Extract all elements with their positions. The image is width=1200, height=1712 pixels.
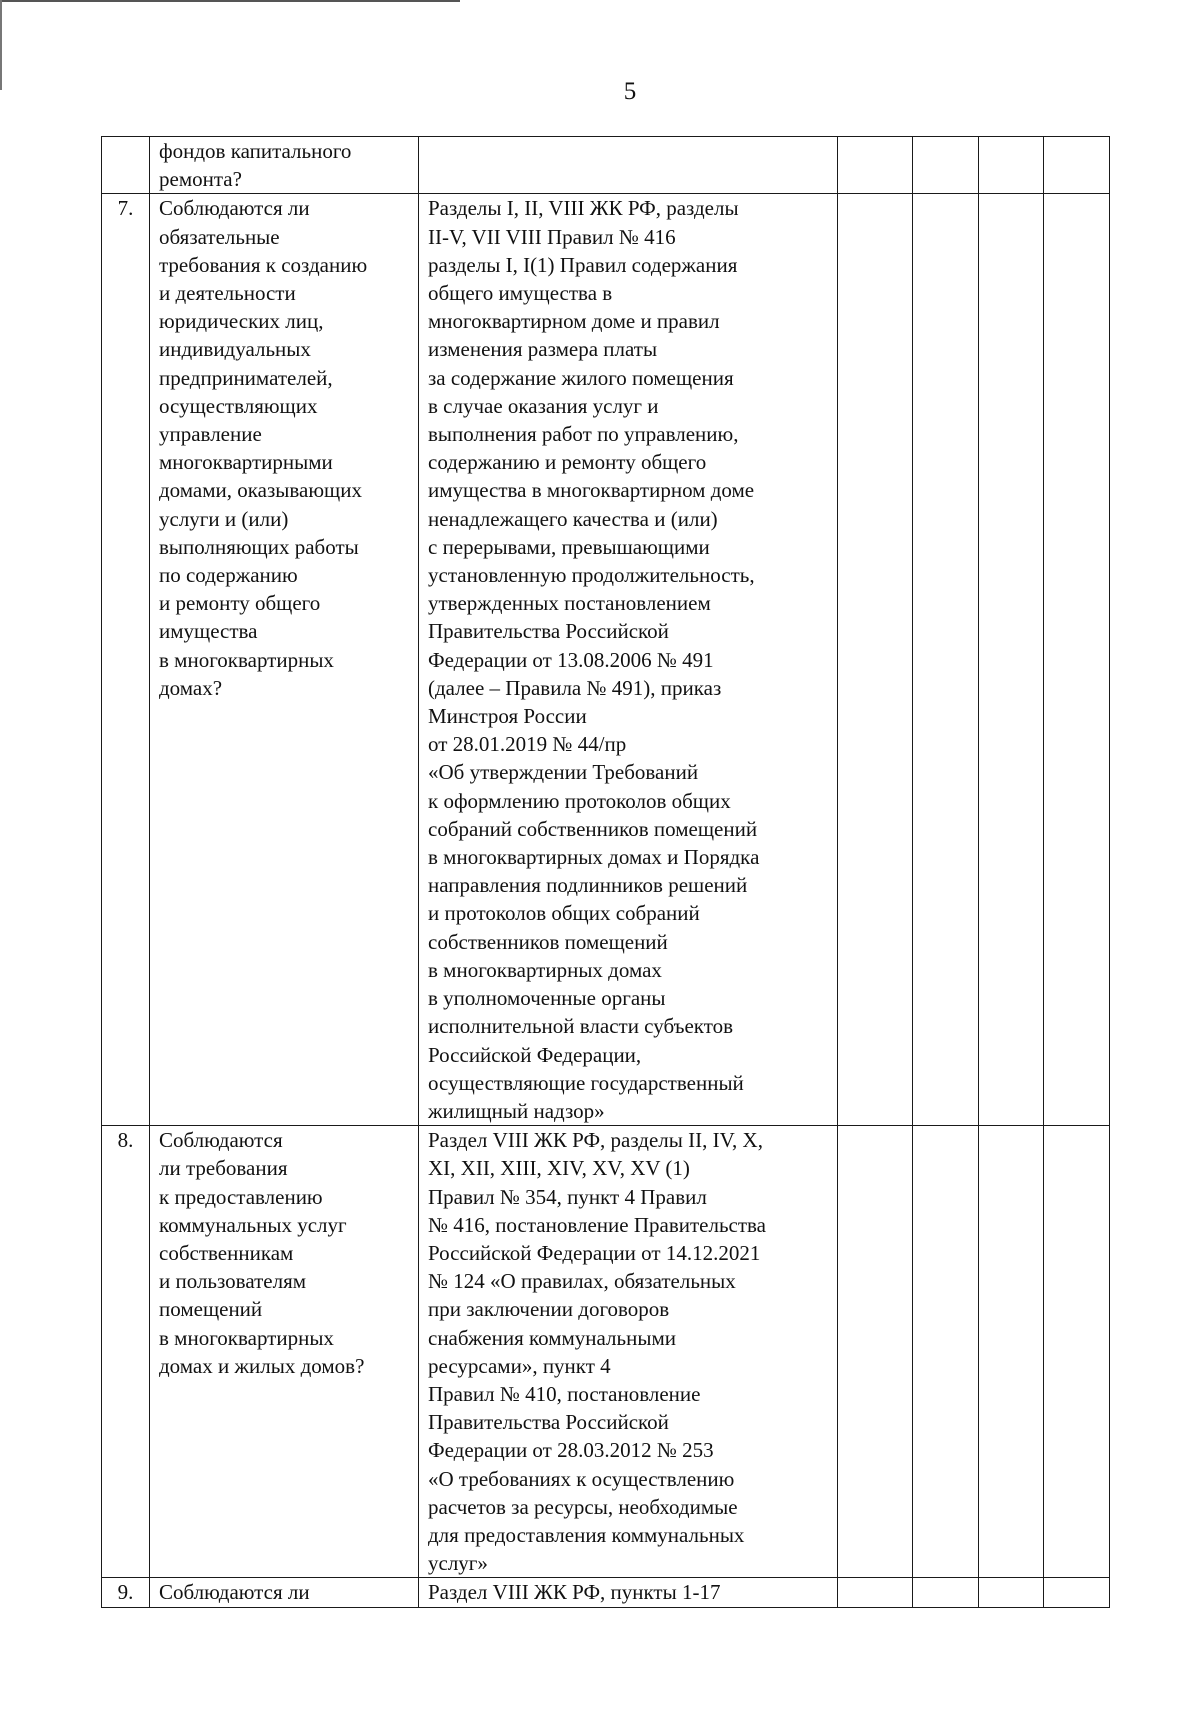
requirements-cell-line: «Об утверждении Требований <box>428 760 699 785</box>
requirements-cell-line: «О требованиях к осуществлению <box>428 1466 735 1491</box>
requirements-cell-line: в многоквартирных домах <box>428 957 662 982</box>
question-cell-line: ли требования <box>159 1156 288 1181</box>
answer-cell <box>979 1126 1044 1578</box>
question-cell <box>150 194 419 1126</box>
checklist-table <box>101 136 1110 1608</box>
requirements-cell-line: к оформлению протоколов общих <box>428 788 731 813</box>
requirements-cell-line: общего имущества в <box>428 281 613 306</box>
answer-cell <box>1044 137 1110 194</box>
requirements-cell-line: для предоставления коммунальных <box>428 1522 745 1547</box>
requirements-cell-line: с перерывами, превышающими <box>428 534 710 559</box>
question-cell-line: предпринимателей, <box>159 365 333 390</box>
scan-edge-top <box>0 0 460 2</box>
requirements-cell-line: Раздел VIII ЖК РФ, разделы II, IV, X, <box>428 1128 763 1153</box>
question-cell-line: фондов капитального <box>159 139 352 163</box>
requirements-cell-line: ненадлежащего качества и (или) <box>428 506 718 531</box>
requirements-cell-line: установленную продолжительность, <box>428 563 755 588</box>
answer-cell <box>913 137 979 194</box>
requirements-cell-line: расчетов за ресурсы, необходимые <box>428 1494 738 1519</box>
question-cell-line: по содержанию <box>159 563 298 588</box>
table-row <box>102 1126 1110 1578</box>
question-cell <box>150 137 419 194</box>
requirements-cell-line: II-V, VII VIII Правил № 416 <box>428 224 676 249</box>
requirements-cell-line: Российской Федерации от 14.12.2021 <box>428 1240 761 1265</box>
scan-edge-left <box>0 0 2 90</box>
question-cell-line: ремонта? <box>159 167 242 192</box>
requirements-cell-line: (далее – Правила № 491), приказ <box>428 675 722 700</box>
question-cell-line: домах и жилых домов? <box>159 1353 365 1378</box>
answer-cell <box>1044 194 1110 1126</box>
question-cell-line: помещений <box>159 1297 263 1322</box>
question-cell-line: многоквартирными <box>159 450 333 475</box>
question-cell-line: и деятельности <box>159 281 296 306</box>
requirements-cell-line: собственников помещений <box>428 929 668 954</box>
question-cell-line: в многоквартирных <box>159 647 334 672</box>
requirements-cell-line: направления подлинников решений <box>428 873 748 898</box>
question-cell-line: выполняющих работы <box>159 534 359 559</box>
row-number: 8. <box>102 1126 150 1578</box>
requirements-cell-line: № 124 «О правилах, обязательных <box>428 1269 736 1294</box>
requirements-cell-line: при заключении договоров <box>428 1297 670 1322</box>
requirements-cell-line: услуг» <box>428 1551 488 1576</box>
requirements-cell-line: Раздел VIII ЖК РФ, пункты 1-17 <box>428 1580 721 1605</box>
answer-cell <box>838 194 913 1126</box>
requirements-cell-line: утвержденных постановлением <box>428 591 711 616</box>
requirements-cell-line: за содержание жилого помещения <box>428 365 734 390</box>
question-cell-line: имущества <box>159 619 258 644</box>
requirements-cell-line: содержанию и ремонту общего <box>428 450 707 475</box>
requirements-cell-line: выполнения работ по управлению, <box>428 422 739 447</box>
requirements-cell <box>419 1126 838 1578</box>
requirements-cell-line: в многоквартирных домах и Порядка <box>428 845 760 870</box>
question-cell-line: управление <box>159 422 262 447</box>
table-row <box>102 1578 1110 1607</box>
requirements-cell-line: Федерации от 28.03.2012 № 253 <box>428 1438 714 1463</box>
question-cell <box>150 1578 419 1607</box>
requirements-cell-line: собраний собственников помещений <box>428 816 758 841</box>
table-row <box>102 194 1110 1126</box>
answer-cell <box>838 1126 913 1578</box>
question-cell-line: Соблюдаются ли <box>159 196 310 221</box>
requirements-cell-line: № 416, постановление Правительства <box>428 1212 766 1237</box>
question-cell-line: домами, оказывающих <box>159 478 362 503</box>
requirements-cell <box>419 137 838 194</box>
requirements-cell-line: ресурсами», пункт 4 <box>428 1353 611 1378</box>
requirements-cell <box>419 1578 838 1607</box>
question-cell-line: требования к созданию <box>159 252 368 277</box>
answer-cell <box>979 1578 1044 1607</box>
requirements-cell-line: Правил № 354, пункт 4 Правил <box>428 1184 707 1209</box>
row-number <box>102 137 150 194</box>
requirements-cell-line: в уполномоченные органы <box>428 986 666 1011</box>
requirements-cell-line: исполнительной власти субъектов <box>428 1014 734 1039</box>
requirements-cell-line: осуществляющие государственный <box>428 1070 744 1095</box>
answer-cell <box>913 194 979 1126</box>
question-cell-line: Соблюдаются ли <box>159 1580 310 1605</box>
requirements-cell-line: Правил № 410, постановление <box>428 1381 701 1406</box>
answer-cell <box>838 1578 913 1607</box>
requirements-cell-line: Российской Федерации, <box>428 1042 642 1067</box>
requirements-cell-line: Правительства Российской <box>428 619 669 644</box>
page-number: 5 <box>623 78 637 105</box>
question-cell-line: собственникам <box>159 1240 294 1265</box>
requirements-cell-line: жилищный надзор» <box>428 1098 605 1123</box>
requirements-cell-line: Разделы I, II, VIII ЖК РФ, разделы <box>428 196 739 221</box>
requirements-cell-line: в случае оказания услуг и <box>428 393 659 418</box>
answer-cell <box>979 137 1044 194</box>
question-cell <box>150 1126 419 1578</box>
answer-cell <box>838 137 913 194</box>
question-cell-line: домах? <box>159 675 223 700</box>
requirements-cell-line: имущества в многоквартирном доме <box>428 478 755 503</box>
requirements-cell-line: Правительства Российской <box>428 1410 669 1435</box>
requirements-cell-line: разделы I, I(1) Правил содержания <box>428 252 738 277</box>
question-cell-line: коммунальных услуг <box>159 1212 347 1237</box>
requirements-cell-line: Минстроя России <box>428 704 587 729</box>
question-cell-line: услуги и (или) <box>159 506 289 531</box>
question-cell-line: к предоставлению <box>159 1184 323 1209</box>
requirements-cell-line: XI, XII, XIII, XIV, XV, XV (1) <box>428 1156 690 1181</box>
answer-cell <box>1044 1126 1110 1578</box>
row-number: 9. <box>102 1578 150 1607</box>
question-cell-line: индивидуальных <box>159 337 311 362</box>
question-cell-line: юридических лиц, <box>159 309 324 334</box>
requirements-cell-line: изменения размера платы <box>428 337 658 362</box>
question-cell-line: Соблюдаются <box>159 1128 283 1153</box>
requirements-cell-line: многоквартирном доме и правил <box>428 309 720 334</box>
answer-cell <box>913 1126 979 1578</box>
question-cell-line: и ремонту общего <box>159 591 321 616</box>
requirements-cell-line: и протоколов общих собраний <box>428 901 700 926</box>
question-cell-line: обязательные <box>159 224 280 249</box>
answer-cell <box>913 1578 979 1607</box>
requirements-cell-line: от 28.01.2019 № 44/пр <box>428 732 627 757</box>
answer-cell <box>1044 1578 1110 1607</box>
table-row <box>102 137 1110 194</box>
requirements-cell <box>419 194 838 1126</box>
question-cell-line: и пользователям <box>159 1269 307 1294</box>
question-cell-line: осуществляющих <box>159 393 318 418</box>
answer-cell <box>979 194 1044 1126</box>
requirements-cell-line: снабжения коммунальными <box>428 1325 676 1350</box>
requirements-cell-line: Федерации от 13.08.2006 № 491 <box>428 647 714 672</box>
question-cell-line: в многоквартирных <box>159 1325 334 1350</box>
row-number: 7. <box>102 194 150 1126</box>
